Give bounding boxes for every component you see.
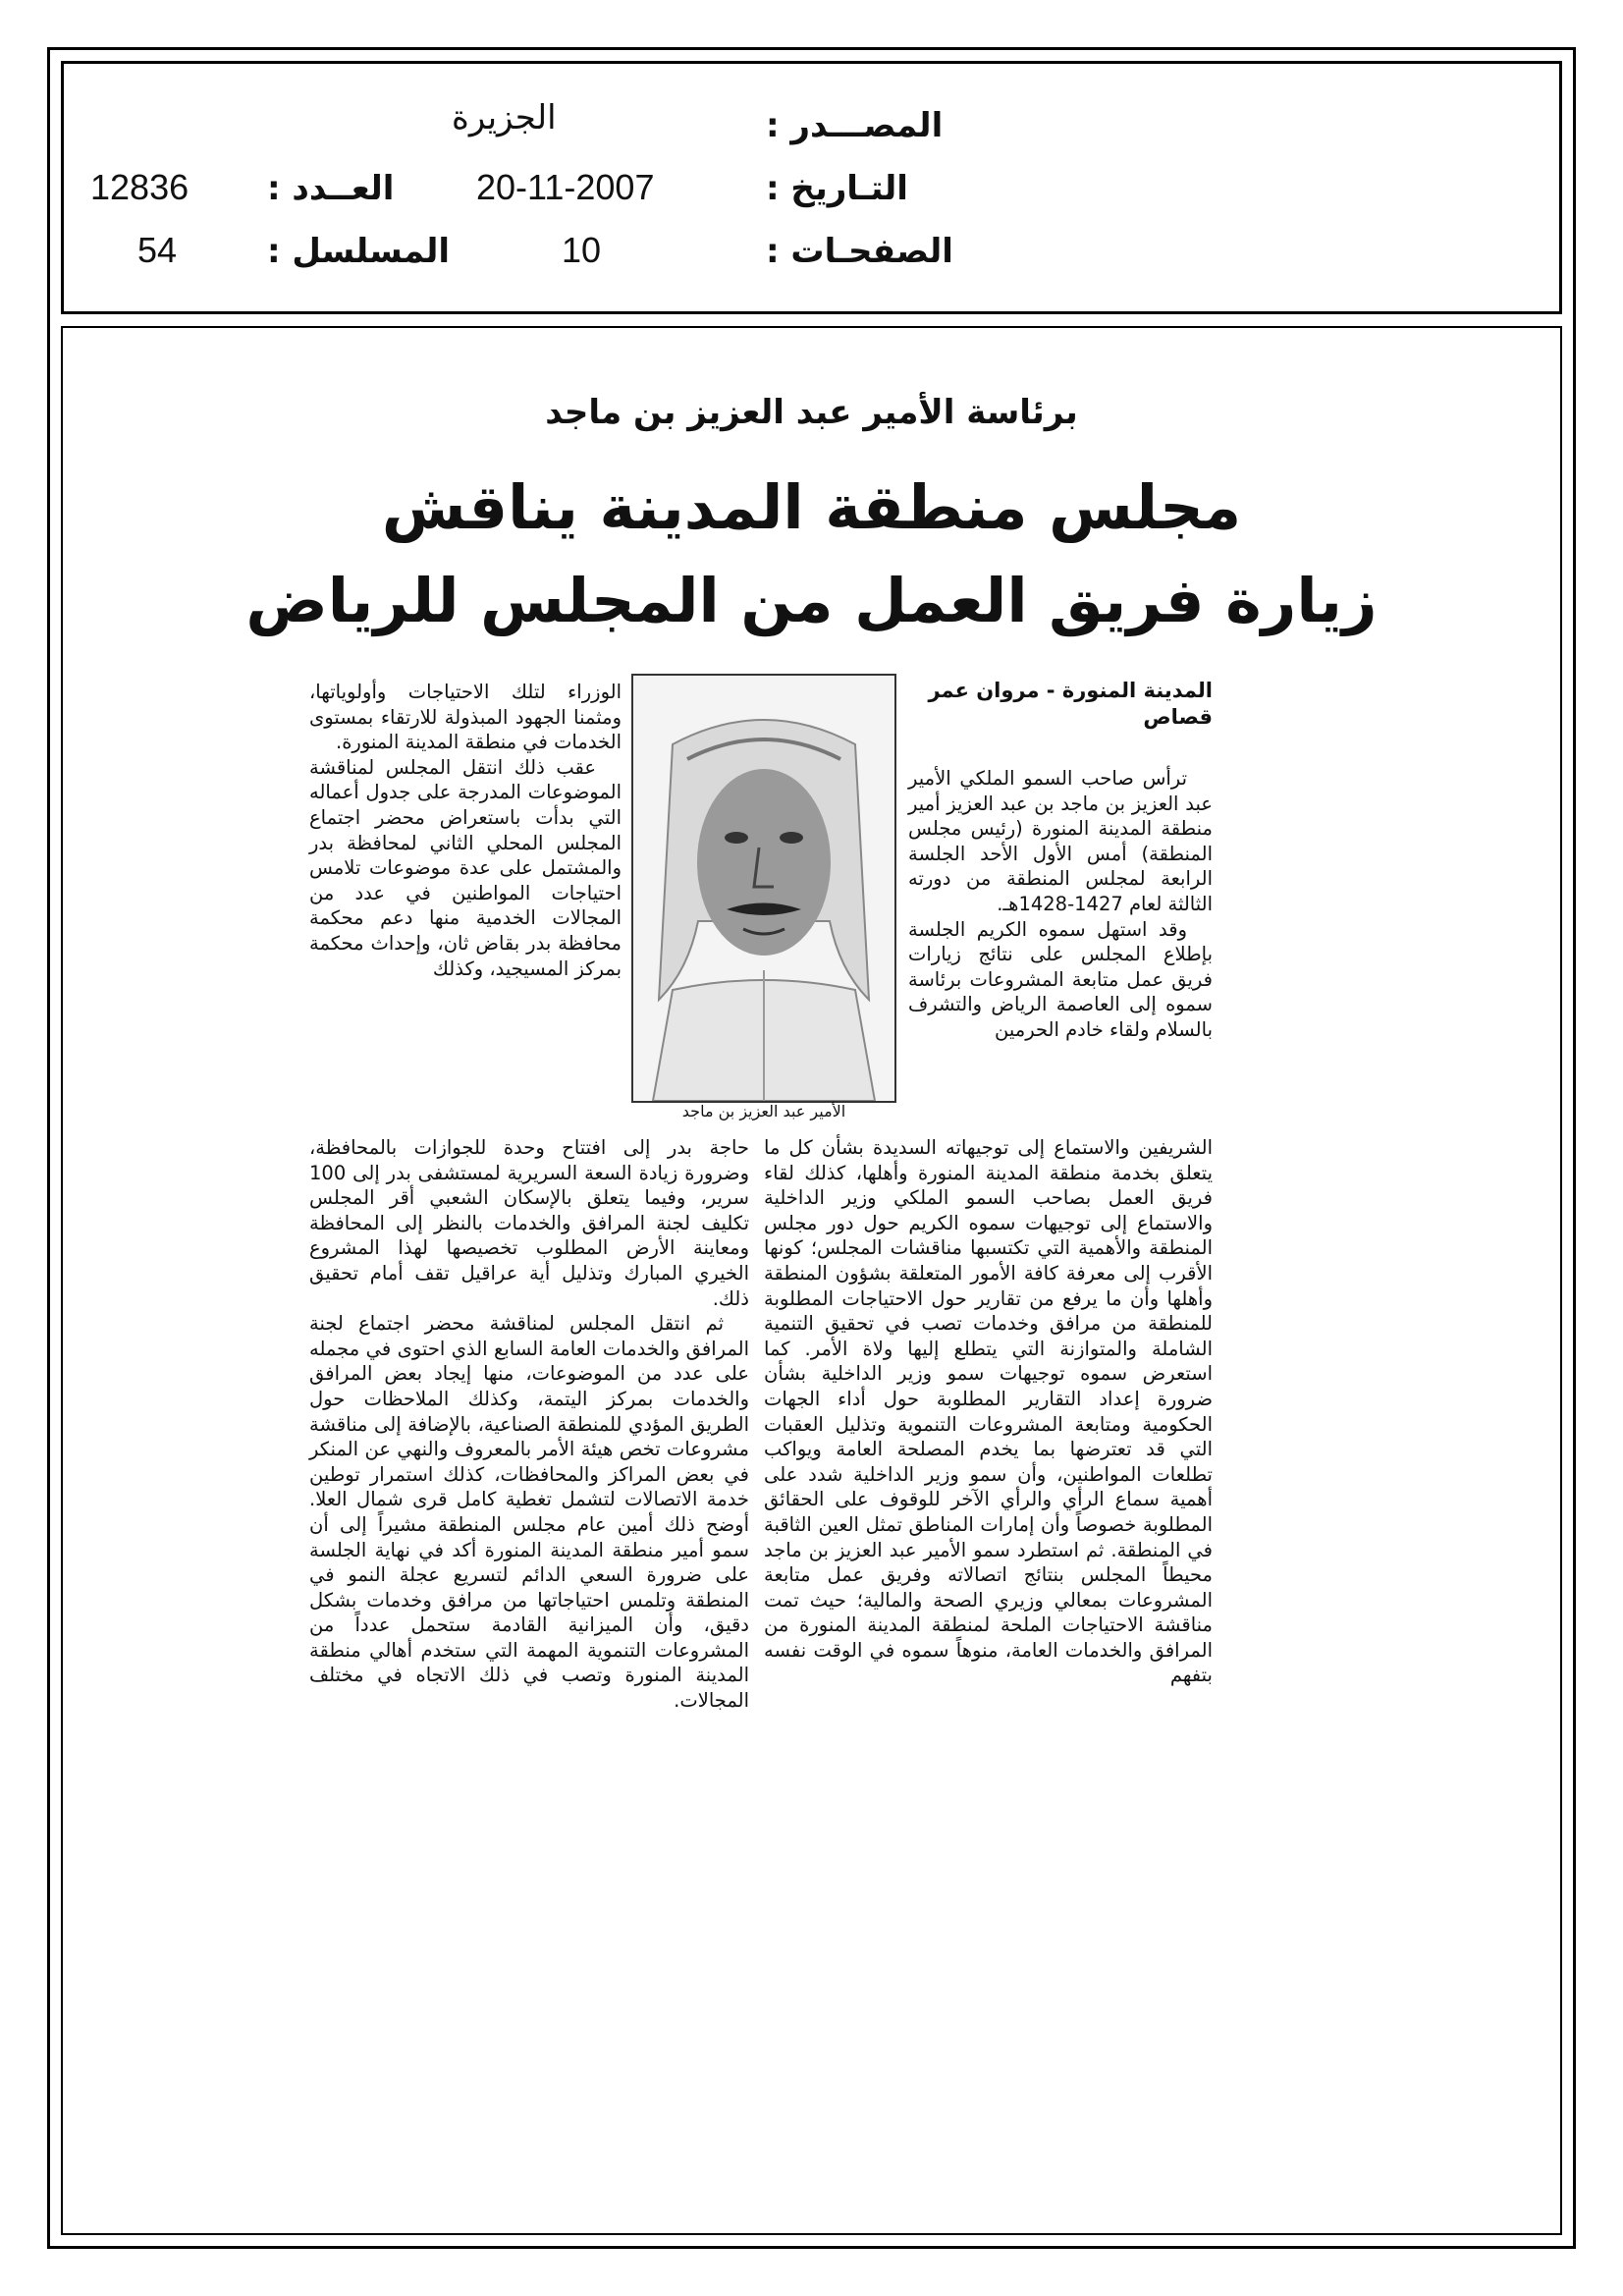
photo-caption: الأمير عبد العزيز بن ماجد	[681, 1102, 846, 1121]
right-column-upper	[908, 766, 1213, 1043]
left-col-paragraph-3: ثم انتقل المجلس لمناقشة محضر اجتماع لجنة المرافق والخدمات العامة السابع الذي احتوى في مجمله على عدد من الموضوعات، منها إيجاد بعض المرافق والخدمات بمركز اليتمة، وكذلك الملاحظات حول الطريق المؤدي للمنطقة الصناعية، بالإضافة إلى مناقشة مشروعات تخص هيئة الأمر بالمعروف والنهي عن المنكر في بعض المراكز والمحافظات، كذلك استمرار توطين خدمة الاتصالات لتشمل تغطية كامل قرى شمال العلا. أوضح ذلك أمين عام مجلس المنطقة مشيراً إلى أن سمو أمير منطقة المدينة المنورة أكد في نهاية الجلسة على ضرورة السعي الدائم لتسريع عجلة النمو في المنطقة وتلمس احتياجاتها من مرافق وخدمات بشكل دقيق، وأن الميزانية القادمة ستحمل عدداً من المشروعات التنموية المهمة التي ستخدم أهالي منطقة المدينة المنورة وتصب في ذلك الاتجاه في مختلف المجالات.	[309, 1312, 749, 1713]
article-kicker: برئاسة الأمير عبد العزيز بن ماجد	[545, 393, 1078, 432]
right-col-paragraph-2a: وقد استهل سموه الكريم الجلسة بإطلاع المجلس على نتائج زيارات فريق عمل متابعة المشروعات برئاسة سموه إلى العاصمة الرياض والتشرف بالسلام ولقاء خادم الحرمين	[908, 917, 1213, 1041]
source-value: الجزيرة	[452, 98, 557, 137]
issue-value: 12836	[90, 167, 189, 207]
date-label: التـاريخ :	[766, 169, 908, 208]
issue-label: العــدد :	[267, 169, 395, 208]
right-col-paragraph-2b: الشريفين والاستماع إلى توجيهاته السديدة بشأن كل ما يتعلق بخدمة منطقة المدينة المنورة وأهلها، كذلك لقاء فريق العمل بصاحب السمو الملكي وزير الداخلية والاستماع إلى توجيهات سموه الكريم حول دور مجلس المنطقة والأهمية التي تكتسبها مناقشات المجلس؛ كونها الأقرب إلى معرفة كافة الأمور المتعلقة بشؤون المنطقة وأهلها وأن ما يرفع من تقارير حول الاحتياجات المطلوبة للمنطقة من مرافق وخدمات تصب في تحقيق التنمية الشاملة والمتوازنة التي يتطلع إليها ولاة الأمر. كما استعرض سموه توجيهات سمو وزير الداخلية بشأن ضرورة إعداد التقارير المطلوبة حول أداء الجهات الحكومية ومتابعة المشروعات التنموية وتذليل العقبات التي قد تعترضها بما يخدم المصلحة العامة ويواكب تطلعات المواطنين، وأن سمو وزير الداخلية شدد على أهمية سماع الرأي والرأي الآخر للوقوف على الحقائق المطلوبة خصوصاً وأن إمارات المناطق تمثل العين الثاقبة في المنطقة. ثم استطرد سمو الأمير عبد العزيز بن ماجد محيطاً المجلس بنتائج اتصالاته وفريق عمل متابعة المشروعات بمعالي وزيري الصحة والمالية؛ حيث تمت مناقشة الاحتياجات الملحة لمنطقة المدينة المنورة من المرافق والخدمات العامة، منوهاً سموه في الوقت نفسه بتفهم	[764, 1136, 1213, 1687]
serial-label: المسلسل :	[267, 232, 451, 271]
left-col-paragraph-2a: عقب ذلك انتقل المجلس لمناقشة الموضوعات المدرجة على جدول أعماله التي بدأت باستعراض محضر اجتماع المجلس المحلي الثاني لمحافظة بدر والمشتمل على عدة موضوعات تلامس احتياجات المواطنين في عدد من المجالات الخدمية منها دعم محكمة محافظة بدر بقاض ثان، وإحداث محكمة بمركز المسيجيد، وكذلك	[309, 755, 622, 980]
article-byline: المدينة المنورة - مروان عمر قصاص	[928, 679, 1213, 729]
left-col-paragraph-2b: حاجة بدر إلى افتتاح وحدة للجوازات بالمحافظة، وضرورة زيادة السعة السريرية لمستشفى بدر إلى 100 سرير، وفيما يتعلق بالإسكان الشعبي أقر المجلس تكليف لجنة المرافق والخدمات بالنظر إلى المحافظة ومعاينة الأرض المطلوب تخصيصها لهذا المشروع الخيري المبارك وتذليل أية عراقيل تقف أمام تحقيق ذلك.	[309, 1136, 749, 1310]
right-col-paragraph-1: ترأس صاحب السمو الملكي الأمير عبد العزيز بن ماجد بن عبد العزيز أمير منطقة المدينة المنورة (رئيس مجلس المنطقة) أمس الأول الأحد الجلسة الرابعة لمجلس المنطقة من دورته الثالثة لعام 1427-1428هـ.	[908, 767, 1213, 915]
serial-value: 54	[137, 230, 178, 270]
left-column-upper	[309, 680, 622, 981]
pages-value: 10	[562, 230, 602, 270]
left-col-paragraph-1: الوزراء لتلك الاحتياجات وأولوياتها، ومثمنا الجهود المبذولة للارتقاء بمستوى الخدمات في منطقة المدينة المنورة.	[309, 681, 622, 754]
date-value: 20-11-2007	[476, 167, 655, 207]
left-column-lower	[309, 1135, 749, 1714]
pages-label: الصفحـات :	[766, 232, 953, 271]
portrait-photo	[631, 674, 896, 1103]
right-column-lower	[764, 1135, 1213, 1688]
portrait-image	[633, 676, 894, 1101]
article-headline-line2: زيارة فريق العمل من المجلس للرياض	[245, 565, 1378, 636]
article-headline-line1: مجلس منطقة المدينة يناقش	[381, 471, 1242, 543]
source-label: المصـــدر :	[766, 106, 944, 145]
